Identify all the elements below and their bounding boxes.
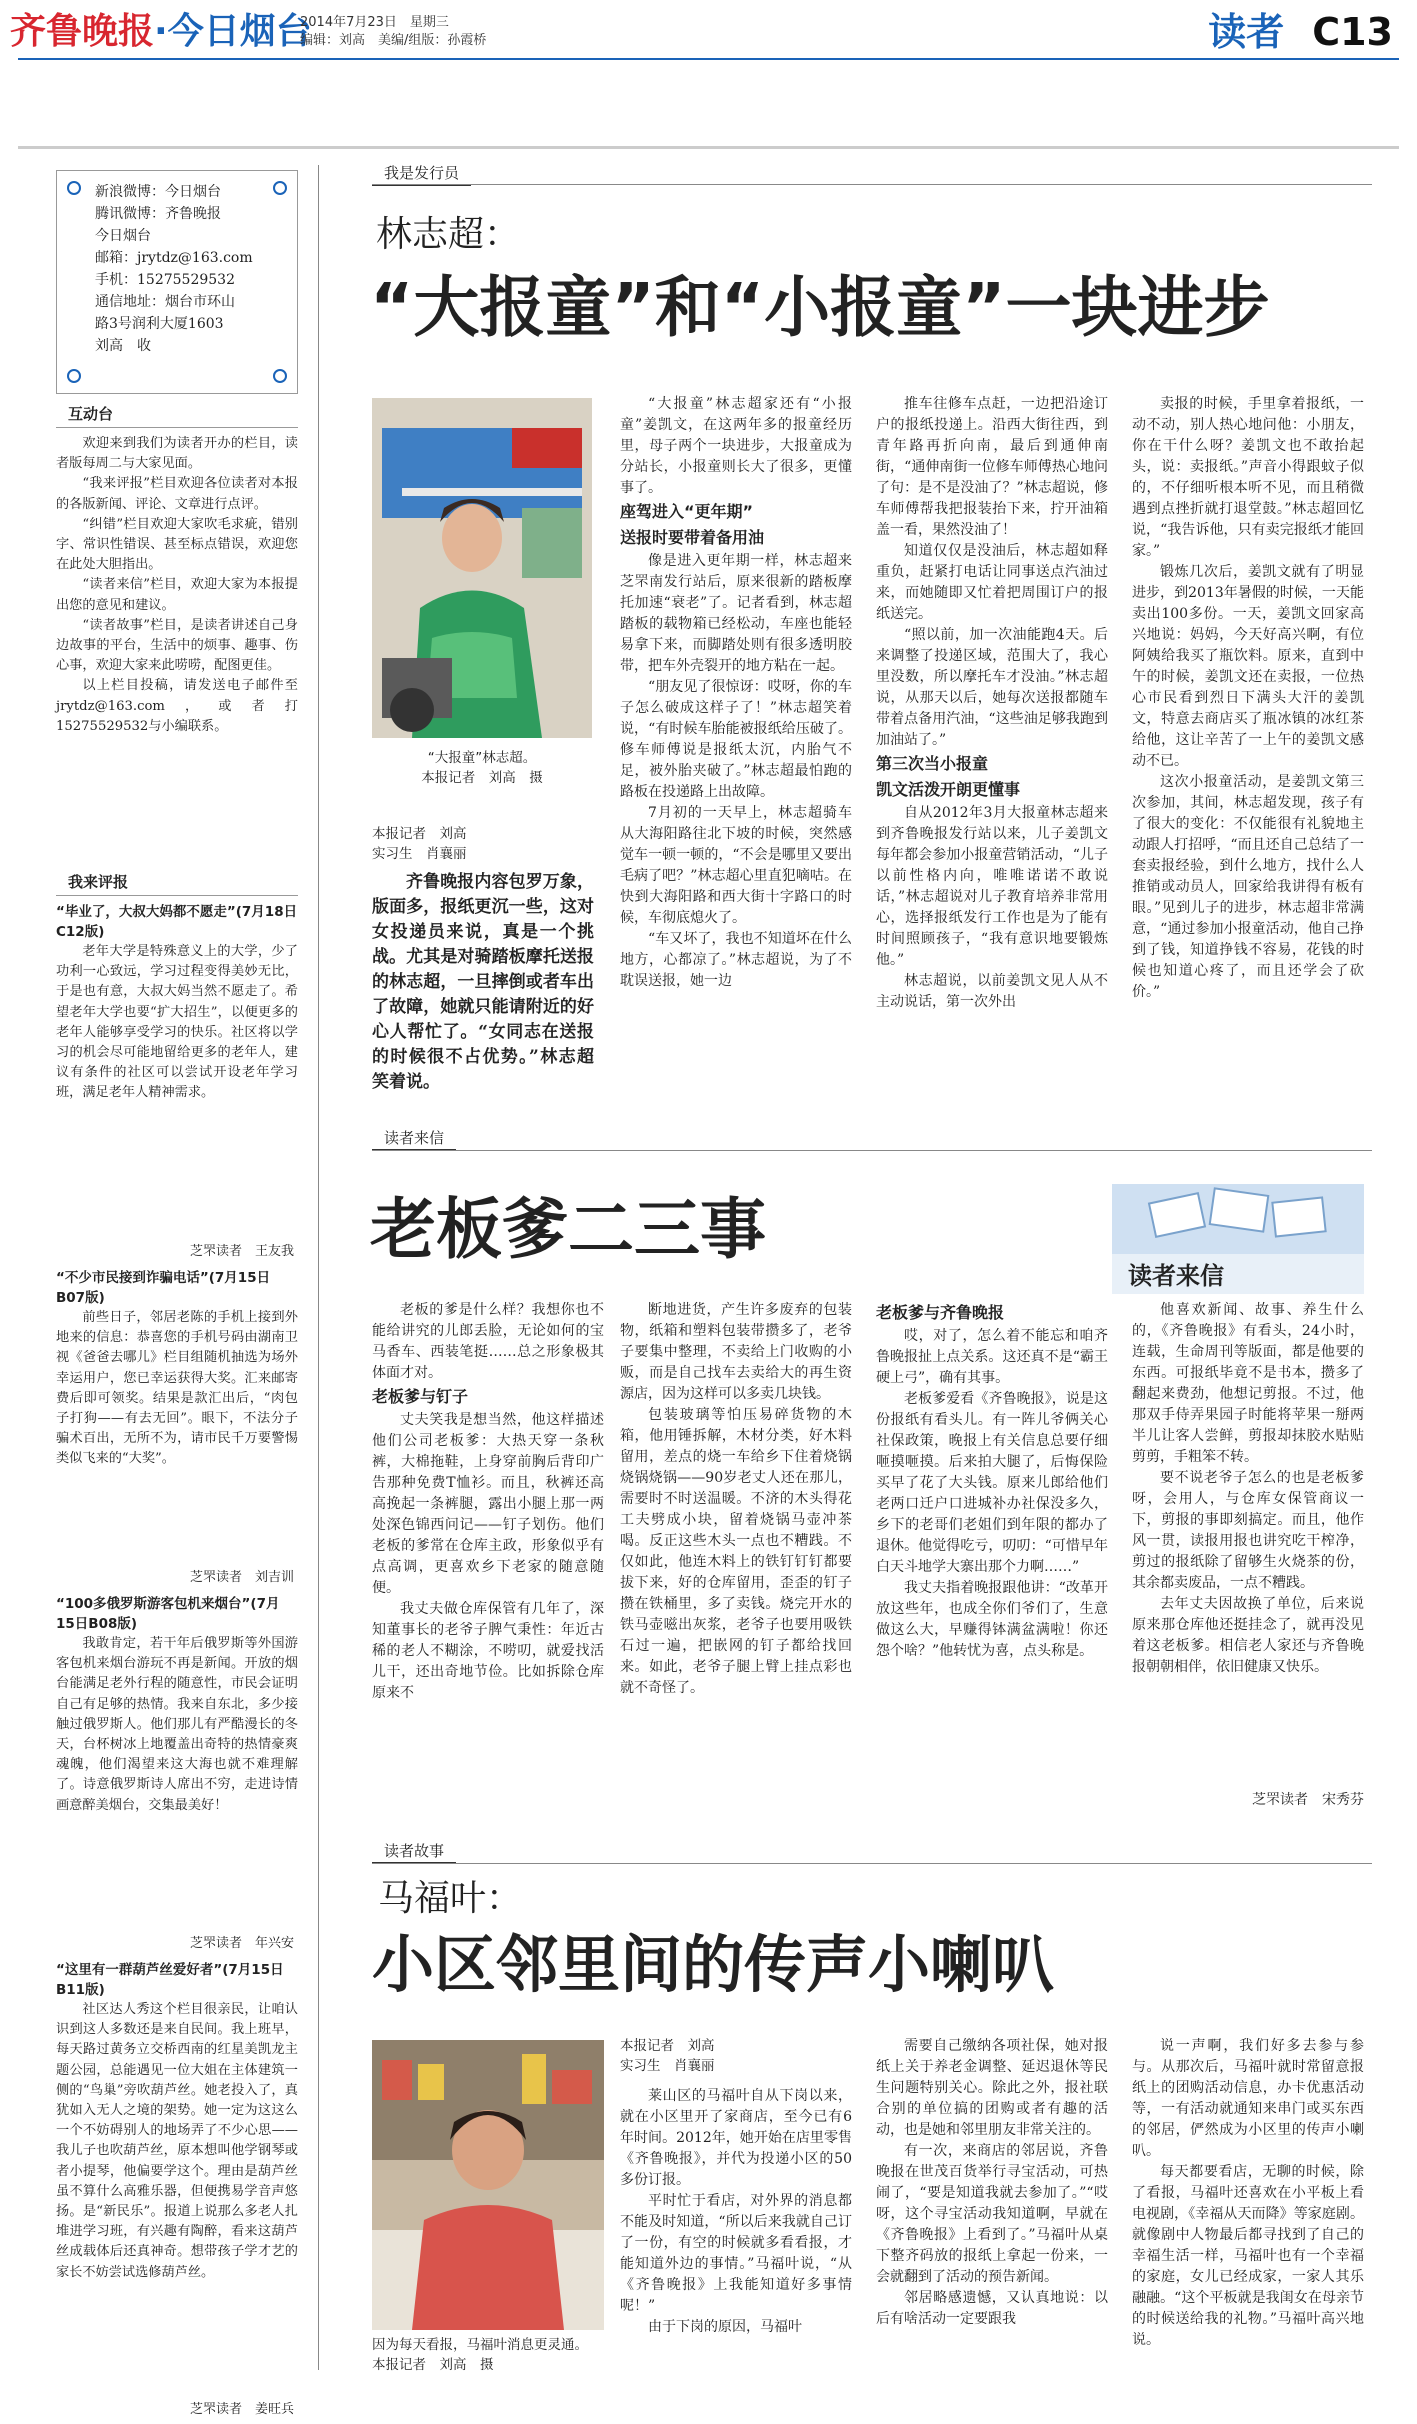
article-kicker: 马福叶： [378, 1878, 523, 1919]
badge-text: 读者来信 [1128, 1262, 1224, 1290]
photo-caption: “大报童”林志超。 本报记者 刘高 摄 [421, 750, 543, 786]
intern-name: 实习生 肖襄丽 [372, 846, 467, 862]
brand-name: 齐鲁晚报 [10, 11, 155, 52]
subheading: 老板爹与齐鲁晚报 [876, 1303, 1005, 1322]
body-paragraph: “朋友见了很惊讶：哎呀，你的车子怎么破成这样子了！”林志超笑着说，“有时候车胎能被报纸给压破了。修车师傅说是报纸太沉，内胎气不足，被外胎夹破了。”林志超最怕跑的路板在投递路上出故障。 [620, 679, 852, 800]
body-paragraph: 有一次，来商店的邻居说，齐鲁晚报在世茂百货举行寻宝活动，可热闹了，“要是知道我就去参加了。”“哎呀，这个寻宝活动我知道啊，早就在《齐鲁晚报》上看到了。”马福叶从桌下整齐码放的报纸上拿起一份来，一会就翻到了活动的预告新闻。 [876, 2143, 1108, 2285]
contact-line: 通信地址：烟台市环山 [95, 294, 235, 310]
article-column [876, 394, 1108, 1106]
body-paragraph: 需要自己缴纳各项社保，她对报纸上关于养老金调整、延迟退休等民生问题特别关心。除此之外，报社联合别的单位搞的团购或者有趣的活动，也是她和邻里朋友非常关注的。 [876, 2038, 1108, 2138]
label-rule [372, 1863, 1372, 1864]
brand-edition: 今日烟台 [167, 11, 312, 52]
body-paragraph: 去年丈夫因故换了单位，后来说原来那仓库他还挺挂念了，就再没见着这老板爹。相信老人家还与齐鲁晚报朝朝相伴，依旧健康又快乐。 [1132, 1596, 1364, 1675]
contact-line: 路3号润利大厦1603 [95, 316, 224, 332]
body-paragraph: 林志超说，以前姜凯文见人从不主动说话，第一次外出 [876, 973, 1108, 1010]
contact-line: 新浪微博：今日烟台 [95, 184, 221, 200]
body-paragraph: 丈夫笑我是想当然，他这样描述他们公司老板爹：大热天穿一条秋裤，大棉拖鞋，上身穿前胸后背印广告那种免费T恤衫。而且，秋裤还高高挽起一条裤腿，露出小腿上那一两处深色锦西问记——钉子划伤。他们老板的爹常在仓库主政，形象似乎有点高调，更喜欢乡下老家的随意随便。 [372, 1412, 604, 1596]
review-signature: 芝罘读者 年兴安 [189, 1936, 294, 1951]
body-paragraph: 平时忙于看店，对外界的消息都不能及时知道，“所以后来我就自己订了一份，有空的时候就多看看报，才能知道外边的事情。”马福叶说，“从《齐鲁晚报》上我能知道好多事情呢！” [620, 2193, 852, 2314]
review-headline: “毕业了，大叔大妈都不愿走”(7月18日C12版) [56, 904, 298, 940]
section-label: 读者来信 [372, 1127, 456, 1151]
subheading: 凯文活泼开朗更懂事 [876, 780, 1021, 799]
intro-para: “读者故事”栏目，是读者讲述自己身边故事的平台，生活中的烦事、趣事、伤心事，欢迎大家来此唠唠，配图更佳。 [56, 617, 298, 674]
contact-line: 今日烟台 [95, 228, 151, 244]
body-paragraph: 自从2012年3月大报童林志超来到齐鲁晚报发行站以来，儿子姜凯文每年都会参加小报童营销活动，“儿子以前性格内向，唯唯诺诺不敢说话，”林志超说对儿子教育培养非常用心，选择报纸发行工作也是为了能有时间照顾孩子，“我有意识地要锻炼他。” [876, 805, 1108, 968]
article-headline: “大报童”和“小报童”一块进步 [370, 269, 1270, 346]
intro-para: “我来评报”栏目欢迎各位读者对本报的各版新闻、评论、文章进行点评。 [56, 476, 298, 512]
letter-signature: 芝罘读者 宋秀芬 [1252, 1792, 1364, 1808]
intro-para: 以上栏目投稿，请发送电子邮件至jrytdz@163.com，或者打15275529532与小编联系。 [56, 678, 298, 734]
reporter-name: 本报记者 刘高 [620, 2038, 715, 2054]
body-paragraph: “大报童”林志超家还有“小报童”姜凯文，在这两年多的报童经历里，母子两个一块进步，大报童成为分站长，小报童则长大了很多，更懂事了。 [620, 396, 852, 496]
sidebar-divider [318, 165, 319, 2370]
intro-para: “纠错”栏目欢迎大家吹毛求疵，错别字、常识性错误、甚至标点错误，欢迎您在此处大胆指出。 [56, 516, 298, 573]
woman-on-scooter-image [372, 398, 592, 738]
body-paragraph: 说一声啊，我们好多去参与参与。从那次后，马福叶就时常留意报纸上的团购活动信息，办卡优惠活动等，一有活动就通知来串门或买东西的邻居，俨然成为小区里的传声小喇叭。 [1132, 2038, 1364, 2159]
body-paragraph: 像是进入更年期一样，林志超来芝罘南发行站后，原来很新的踏板摩托加速“衰老”了。记者看到，林志超踏板的载物箱已经松动，车座也能轻易拿下来，而脚踏处则有很多透明胶带，把车外壳裂开的地方粘在一起。 [620, 553, 852, 674]
body-paragraph: 断地进货，产生许多废弃的包装物，纸箱和塑料包装带攒多了，老爷子要集中整理，不卖给上门收购的小贩，而是自己找车去卖给大的再生资源店，因为这样可以多卖几块钱。 [620, 1302, 852, 1402]
body-paragraph: 老板爹爱看《齐鲁晚报》，说是这份报纸有看头儿。有一阵儿爷俩关心社保政策，晚报上有关信息总要仔细咂摸咂摸。后来拍大腿了，后悔保险买早了花了大头钱。原来儿郎给他们老两口迁户口进城补办社保没多久，乡下的老哥们老姐们到年限的都办了退休。他觉得吃亏，叨叨：“可惜早年白天斗地学大寨出那个力啊……” [876, 1391, 1108, 1575]
article-column [1132, 394, 1364, 1106]
body-paragraph: 我丈夫指着晚报跟他讲：“改革开放这些年，也成全你们爷们了，生意做这么大，早赚得钵满盆满啦！你还怨个啥？”他转忧为喜，点头称是。 [876, 1580, 1108, 1659]
review-body: 老年大学是特殊意义上的大学，少了功利一心致远，学习过程变得美妙无比，于是也有意，大叔大妈当然不愿走了。希望老年大学也要“扩大招生”，以便更多的老年人能够享受学习的快乐。社区将以学习的机会尽可能地留给更多的老年人，建议有条件的社区可以尝试开设老年学习班，满足老年人精神需求。 [56, 944, 298, 1101]
photo-caption: 因为每天看报，马福叶消息更灵通。 本报记者 刘高 摄 [372, 2337, 595, 2373]
body-paragraph: “车又坏了，我也不知道坏在什么地方，心都凉了。”林志超说，为了不耽误送报，她一边 [620, 931, 852, 989]
brand-dot: · [154, 11, 168, 52]
article-column [1132, 2036, 1364, 2376]
body-paragraph: 7月初的一天早上，林志超骑车从大海阳路往北下坡的时候，突然感觉车一顿一顿的，“不会是哪里又要出毛病了吧？”林志超心里直犯嘀咕。在快到大海阳路和西大街十字路口的时候，车彻底熄火了。 [620, 805, 852, 926]
label-rule [372, 184, 1372, 185]
article-column [620, 394, 852, 1106]
review-headline: “这里有一群葫芦丝爱好者”(7月15日B11版) [56, 1962, 284, 1998]
body-paragraph: 每天都要看店，无聊的时候，除了看报，马福叶还喜欢在小平板上看电视剧，《幸福从天而降》等家庭剧。就像剧中人物最后都寻找到了自己的幸福生活一样，马福叶也有一个幸福的家庭，女儿已经成家，一家人其乐融融。“这个平板就是我闺女在母亲节的时候送给我的礼物。”马福叶高兴地说。 [1132, 2164, 1364, 2348]
body-paragraph: 哎，对了，怎么着不能忘和咱齐鲁晚报扯上点关系。这还真不是“霸王硬上弓”，确有其事。 [876, 1328, 1108, 1386]
review-body: 前些日子，邻居老陈的手机上接到外地来的信息：恭喜您的手机号码由湖南卫视《爸爸去哪儿》栏目组随机抽选为场外幸运用户，您已幸运获得大奖。汇来邮寄费后即可领奖。结果是款汇出后，“肉包子打狗——有去无回”。眼下，不法分子骗术百出，无所不为，请市民千万要警惕类似飞来的“大奖”。 [56, 1310, 298, 1467]
header-rule [18, 58, 1399, 60]
review-signature: 芝罘读者 姜旺兵 [189, 2402, 294, 2417]
article-column [876, 2036, 1108, 2376]
article-lead [372, 870, 594, 1110]
article-column [620, 2086, 852, 2376]
reporter-name: 本报记者 刘高 [372, 826, 467, 842]
body-paragraph: “照以前，加一次油能跑4天。后来调整了投递区域，范围大了，我心里没数，所以摩托车才没油。”林志超说，从那天以后，她每次送报都随车带着点备用汽油，“这些油足够我跑到加油站了。” [876, 627, 1108, 748]
review-item [56, 1268, 298, 1588]
body-paragraph: 要不说老爷子怎么的也是老板爹呀，会用人，与仓库女保管商议一下，剪报的事即刻搞定。而且，他作风一贯，读报用报也讲究吃干榨净，剪过的报纸除了留够生火烧茶的份，其余都卖废品，一点不糟践。 [1132, 1470, 1364, 1591]
envelope-icon [1112, 1184, 1364, 1254]
hole-icon [273, 181, 287, 195]
review-title: 我来评报 [56, 870, 298, 896]
body-paragraph: 包装玻璃等怕压易碎货物的木箱，他用锤拆解，木材分类，好木料留用，差点的烧一车给乡下住着烧锅烧锅烧锅——90岁老丈人还在那儿，需要时不时送温暖。不济的木头得花工夫劈成小块，留着烧锅马壶冲茶喝。反正这些木头一点也不糟践。不仅如此，他连木料上的铁钉钉钉都要拔下来，好的仓库留用，歪歪的钉子攒在铁桶里，多了卖钱。烧完开水的铁马壶嗞出灰浆，老爷子也要用吸铁石过一遍，把嵌网的钉子都给找回来。如此，老爷子腿上臂上挂点彩也就不奇怪了。 [620, 1407, 852, 1696]
intro-title: 互动台 [56, 402, 298, 428]
body-paragraph: 我丈夫做仓库保管有几年了，深知董事长的老爷子脾气秉性：年近古稀的老人不糊涂，不唠叨，就爱找活儿干，还出奇地节俭。比如拆除仓库原来不 [372, 1601, 604, 1701]
body-paragraph: 这次小报童活动，是姜凯文第三次参加，其间，林志超发现，孩子有了很大的变化：不仅能很有礼貌地主动跟人打招呼，“而且还自己总结了一套卖报经验，到什么地方，找什么人推销或动员人，回家给我讲得有板有眼。”见到儿子的进步，林志超非常满意，“通过参加小报童活动，他自己挣到了钱，知道挣钱不容易，花钱的时候也知道心疼了，而且还学会了砍价。” [1132, 774, 1364, 1000]
contact-line: 刘高 收 [95, 338, 151, 354]
body-paragraph: 锻炼几次后，姜凯文就有了明显进步，到2013年暑假的时候，一天能卖出100多份。一天，姜凯文回家高兴地说：妈妈，今天好高兴啊，有位阿姨给我买了瓶饮料。原来，直到中午的时候，姜凯文还在卖报，一位热心市民看到烈日下满头大汗的姜凯文，特意去商店买了瓶冰镇的冰红茶给他，这让辛苦了一上午的姜凯文感动不已。 [1132, 564, 1364, 769]
issue-date: 2014年7月23日 星期三 [300, 15, 449, 30]
intro-para: “读者来信”栏目，欢迎大家为本报提出您的意见和建议。 [56, 577, 298, 613]
header-meta [300, 14, 486, 50]
header-gray-rule [18, 146, 1399, 149]
subheading: 老板爹与钉子 [372, 1387, 469, 1406]
body-paragraph: 邻居略感遗憾，又认真地说：以后有啥活动一定要跟我 [876, 2290, 1108, 2327]
body-paragraph: 老板的爹是什么样？我想你也不能给讲究的儿郎丢脸，无论如何的宝马香车、西装笔挺……总之形象极其体面才对。 [372, 1302, 604, 1381]
subheading: 送报时要带着备用油 [620, 528, 765, 547]
review-signature: 芝罘读者 王友我 [189, 1244, 294, 1259]
review-body: 社区达人秀这个栏目很亲民，让咱认识到这人多数还是来自民间。我上班早，每天路过黄务立交桥西南的红星美凯龙主题公园，总能遇见一位大姐在主体建筑一侧的“鸟巢”旁吹葫芦丝。她老投入了，真犹如入无人之境的架势。她一定为这这么一个不妨碍别人的地场弄了不少心思——我儿子也吹葫芦丝，原本想叫他学钢琴或者小提琴，他偏要学这个。理由是葫芦丝虽不算什么高雅乐器，但便携易学音声悠扬。是“新民乐”。报道上说那么多老人扎堆进学习班，有兴趣有陶醉，看来这葫芦丝成载体后还真神奇。想带孩子学才艺的家长不妨尝试选修葫芦丝。 [56, 2002, 298, 2280]
hole-icon [67, 181, 81, 195]
subheading: 第三次当小报童 [876, 754, 989, 773]
editors-line: 编辑：刘高 美编/组版：孙霞桥 [300, 33, 487, 48]
review-item [56, 1960, 298, 2420]
contact-box [56, 170, 298, 394]
contact-line: 腾讯微博：齐鲁晚报 [95, 206, 221, 222]
section-label: 我是发行员 [372, 162, 471, 186]
article-column [620, 1300, 852, 1812]
article-headline: 老板爹二三事 [370, 1191, 766, 1268]
review-headline: “100多俄罗斯游客包机来烟台”(7月15日B08版) [56, 1596, 280, 1632]
article-headline: 小区邻里间的传声小喇叭 [372, 1928, 1055, 2001]
article-byline [372, 824, 592, 864]
contact-line: 手机：15275529532 [95, 272, 235, 288]
portrait-photo [372, 2040, 604, 2330]
hole-icon [67, 369, 81, 383]
body-paragraph: 卖报的时候，手里拿着报纸，一动不动，别人热心地问他：小朋友，你在干什么呀？姜凯文也不敢抬起头，说：卖报纸。”声音小得跟蚊子似的，不仔细听根本听不见，而且稍微遇到点挫折就打退堂鼓。”林志超回忆说，“我告诉他，只有卖完报纸才能回家。” [1132, 396, 1364, 559]
article-column [372, 1300, 604, 1812]
review-headline: “不少市民接到诈骗电话”(7月15日B07版) [56, 1270, 271, 1306]
sidebar [56, 170, 298, 2424]
review-body: 我敢肯定，若干年后俄罗斯等外国游客包机来烟台游玩不再是新闻。开放的烟台能满足老外行程的随意性，市民会证明自己有足够的热情。我来自东北，多少接触过俄罗斯人。他们那儿有严酷漫长的冬天，台杯树冰上地覆盖出奇特的热情豪爽魂魄，他们渴望来这大海也就不难理解了。诗意俄罗斯诗人席出不穷，走进诗情画意醉美烟台，交集最美好！ [56, 1636, 298, 1813]
contact-line: 邮箱：jrytdz@163.com [95, 250, 253, 266]
masthead-brand [10, 10, 312, 54]
review-signature: 芝罘读者 刘吉训 [189, 1570, 294, 1585]
reader-letter-badge [1112, 1184, 1364, 1294]
review-item [56, 1594, 298, 1954]
body-paragraph: 推车往修车点赶，一边把沿途订户的报纸投递上。沿西大街往西，到青年路再折向南，最后到通伸南街，“通伸南街一位修车师傅热心地问了句：是不是没油了？”林志超说，修车师傅帮我把报装抬下来，拧开油箱盖一看，果然没油了！ [876, 396, 1108, 538]
shopkeeper-image [372, 2040, 604, 2330]
subheading: 座驾进入“更年期” [620, 502, 754, 521]
section-label: 读者故事 [372, 1840, 456, 1864]
lead-text: 齐鲁晚报内容包罗万象，版面多，报纸更沉一些，这对女投递员来说，真是一个挑战。尤其是对骑踏板摩托送报的林志超，一旦摔倒或者车出了故障，她就只能请附近的好心人帮忙了。“女同志在送报的时候很不占优势。”林志超笑着说。 [372, 872, 594, 1092]
intro-text [56, 434, 298, 864]
section-name: 读者 [1208, 10, 1285, 54]
hole-icon [273, 369, 287, 383]
body-paragraph: 莱山区的马福叶自从下岗以来，就在小区里开了家商店，至今已有6年时间。2012年，她开始在店里零售《齐鲁晚报》，并代为投递小区的50多份订报。 [620, 2088, 852, 2188]
article-kicker: 林志超： [376, 214, 521, 255]
body-paragraph: 他喜欢新闻、故事、养生什么的，《齐鲁晚报》有看头，24小时，连载，生命周刊等版面，都是他要的东西。可报纸毕竟不是书本，攒多了翻起来费劲，他想记剪报。不过，他那双手侍弄果园子时能将苹果一掰两半儿让客人尝鲜，剪报却抹胶水贴贴剪剪，手粗笨不转。 [1132, 1302, 1364, 1465]
body-paragraph: 知道仅仅是没油后，林志超如释重负，赶紧打电话让同事送点汽油过来，而她随即又忙着把周围订户的报纸送完。 [876, 543, 1108, 622]
body-paragraph: 由于下岗的原因，马福叶 [648, 2319, 802, 2335]
article-byline [620, 2036, 852, 2076]
intern-name: 实习生 肖襄丽 [620, 2058, 715, 2074]
section-marker [1208, 10, 1393, 54]
article-column [876, 1300, 1108, 1812]
page-number: C13 [1312, 10, 1393, 54]
portrait-photo [372, 398, 592, 738]
label-rule [372, 1150, 1372, 1151]
review-item [56, 902, 298, 1262]
article-column [1132, 1300, 1364, 1790]
intro-para: 欢迎来到我们为读者开办的栏目，读者版每周二与大家见面。 [56, 436, 298, 472]
